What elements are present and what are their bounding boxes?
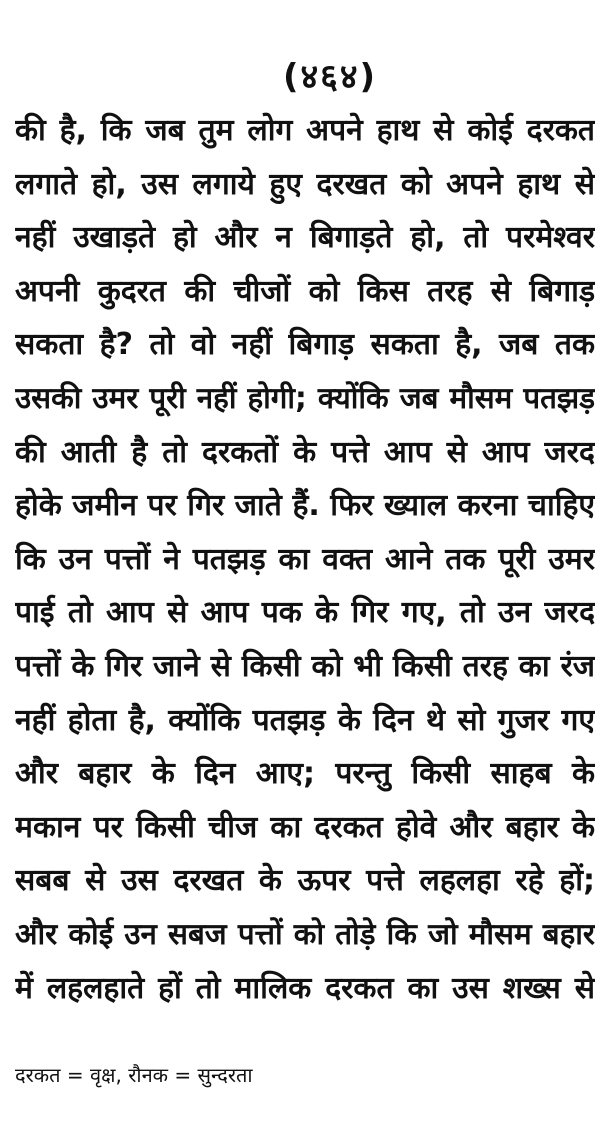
text-line-11: पत्तों के गिर जाने से किसी को भी किसी तरह का रंज bbox=[15, 648, 595, 684]
footnote: दरकत = वृक्ष, रौनक = सुन्दरता bbox=[15, 1063, 253, 1087]
text-line-12: नहीं होता है, क्योंकि पतझड़ के दिन थे सो गुजर गए bbox=[15, 702, 595, 738]
text-line-3: नहीं उखाड़ते हो और न बिगाड़ते हो, तो परमेश्वर bbox=[15, 220, 595, 256]
text-line-17: में लहलहाते हों तो मालिक दरकत का उस शख्स से bbox=[15, 970, 595, 1006]
body-text bbox=[15, 104, 595, 1015]
text-line-16: और कोई उन सबज पत्तों को तोड़े कि जो मौसम बहार bbox=[15, 916, 595, 951]
text-line-8: होके जमीन पर गिर जाते हैं. फिर ख्याल करना चाहिए bbox=[15, 488, 595, 524]
text-line-10: पाई तो आप से आप पक के गिर गए, तो उन जरद bbox=[15, 595, 595, 631]
text-line-6: उसकी उमर पूरी नहीं होगी; क्योंकि जब मौसम पतझड़ bbox=[15, 380, 595, 415]
text-line-5: सकता है? तो वो नहीं बिगाड़ सकता है, जब तक bbox=[15, 327, 595, 363]
text-line-15: सबब से उस दरखत के ऊपर पत्ते लहलहा रहे हों; bbox=[15, 863, 595, 899]
page-number: (४६४) bbox=[282, 57, 378, 97]
text-line-14: मकान पर किसी चीज का दरकत होवे और बहार के bbox=[15, 809, 595, 845]
text-line-1: की है, कि जब तुम लोग अपने हाथ से कोई दरकत bbox=[15, 113, 595, 148]
text-line-13: और बहार के दिन आए; परन्तु किसी साहब के bbox=[15, 756, 595, 792]
text-line-2: लगाते हो, उस लगाये हुए दरखत को अपने हाथ से bbox=[15, 166, 595, 202]
text-line-7: की आती है तो दरकतों के पत्ते आप से आप जरद bbox=[15, 434, 595, 470]
text-line-4: अपनी कुदरत की चीजों को किस तरह से बिगाड़ bbox=[15, 273, 595, 309]
text-line-9: कि उन पत्तों ने पतझड़ का वक्त आने तक पूरी उमर bbox=[15, 541, 595, 577]
